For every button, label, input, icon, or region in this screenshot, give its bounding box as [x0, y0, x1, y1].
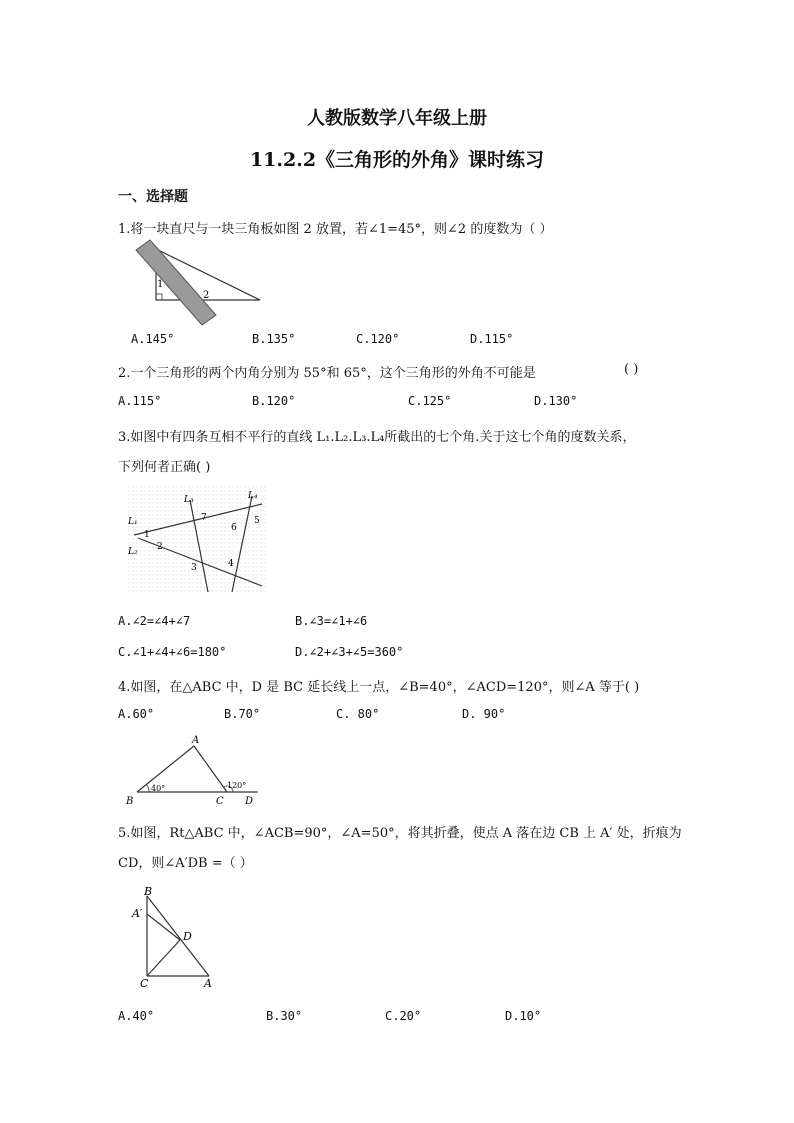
q4-option-b[interactable]: B.70°	[224, 707, 261, 721]
q5-vertex-c-label: C	[140, 977, 149, 990]
q2-option-b[interactable]: B.120°	[252, 394, 296, 408]
q4-vertex-a-label: A	[192, 735, 200, 746]
question-3-text-line2: 下列何者正确( )	[118, 460, 211, 475]
q4-angle-acd-label: 120°	[227, 781, 247, 790]
q3-angle-6-label: 6	[231, 523, 237, 533]
question-5-text-line2: CD，则∠A′DB =（ ）	[118, 856, 253, 871]
q5-option-b[interactable]: B.30°	[266, 1009, 303, 1023]
q4-vertex-c-label: C	[216, 796, 224, 807]
q4-option-c[interactable]: C. 80°	[336, 707, 380, 721]
q5-option-d[interactable]: D.10°	[505, 1009, 542, 1023]
q1-angle-2-label: 2	[203, 290, 210, 301]
q3-option-a[interactable]: A.∠2=∠4+∠7	[118, 614, 191, 628]
q3-angle-2-label: 2	[157, 542, 163, 552]
question-4-figure	[120, 733, 270, 808]
q4-option-d[interactable]: D. 90°	[462, 707, 506, 721]
q2-option-a[interactable]: A.115°	[118, 394, 162, 408]
q1-option-d[interactable]: D.115°	[470, 332, 514, 346]
q2-answer-paren: ( )	[624, 362, 639, 377]
page-subtitle: 11.2.2《三角形的外角》课时练习	[249, 149, 545, 171]
q5-vertex-d-label: D	[183, 930, 192, 943]
q3-angle-1-label: 1	[144, 530, 150, 540]
q3-option-c[interactable]: C.∠1+∠4+∠6=180°	[118, 645, 227, 659]
question-4-text: 4.如图，在△ABC 中，D 是 BC 延长线上一点，∠B=40°，∠ACD=120°，则∠A 等于( )	[118, 680, 640, 695]
question-5-figure	[128, 884, 228, 994]
q4-angle-b-label: 40°	[151, 784, 166, 793]
q1-angle-1-label: 1	[157, 279, 164, 290]
question-2-text: 2.一个三角形的两个内角分别为 55°和 65°，这个三角形的外角不可能是	[118, 366, 536, 381]
question-1-text: 1.将一块直尺与一块三角板如图 2 放置，若∠1=45°，则∠2 的度数为（ ）	[118, 222, 553, 237]
q3-angle-4-label: 4	[228, 559, 234, 569]
q1-option-c[interactable]: C.120°	[356, 332, 400, 346]
q3-option-b[interactable]: B.∠3=∠1+∠6	[295, 614, 368, 628]
q4-vertex-b-label: B	[126, 796, 134, 807]
q5-option-a[interactable]: A.40°	[118, 1009, 155, 1023]
q3-line-l3-label: L₃	[184, 495, 194, 505]
q3-line-l4-label: L₄	[248, 491, 258, 501]
q3-angle-3-label: 3	[191, 563, 197, 573]
question-3-figure	[128, 486, 268, 596]
q1-option-a[interactable]: A.145°	[131, 332, 175, 346]
q1-option-b[interactable]: B.135°	[252, 332, 296, 346]
question-5-text: 5.如图，Rt△ABC 中，∠ACB=90°，∠A=50°，将其折叠，使点 A 落在边 CB 上 A′ 处，折痕为	[118, 826, 682, 841]
q5-vertex-b-label: B	[144, 885, 153, 898]
q3-line-l2-label: L₂	[128, 547, 138, 557]
q3-angle-7-label: 7	[201, 513, 207, 523]
q5-vertex-a-prime-label: A′	[132, 907, 143, 920]
q4-vertex-d-label: D	[245, 796, 254, 807]
q2-option-d[interactable]: D.130°	[534, 394, 578, 408]
q5-option-c[interactable]: C.20°	[385, 1009, 422, 1023]
question-3-text: 3.如图中有四条互相不平行的直线 L₁.L₂.L₃.L₄所截出的七个角.关于这七个角的度数关系，	[118, 430, 636, 445]
q3-line-l1-label: L₁	[128, 517, 138, 527]
q4-option-a[interactable]: A.60°	[118, 707, 155, 721]
question-1-figure	[128, 238, 268, 328]
q3-option-d[interactable]: D.∠2+∠3+∠5=360°	[295, 645, 404, 659]
page-title: 人教版数学八年级上册	[307, 108, 487, 129]
q3-angle-5-label: 5	[254, 516, 260, 526]
section-heading: 一、选择题	[118, 189, 188, 205]
q5-vertex-a-label: A	[204, 977, 212, 990]
q2-option-c[interactable]: C.125°	[408, 394, 452, 408]
